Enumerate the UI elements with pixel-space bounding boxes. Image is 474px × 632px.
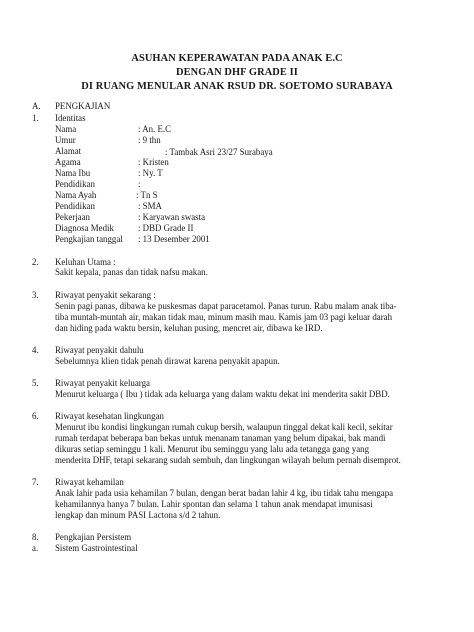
field-value: : DBD Grade II — [138, 223, 194, 233]
section-number: 5. — [32, 378, 39, 388]
field-label: Pendidikan — [55, 179, 95, 189]
section-title: Pengkajian Persistem — [55, 532, 132, 542]
field-label: Alamat — [55, 146, 82, 156]
field-label: Pendidikan — [55, 201, 95, 211]
field-label: Nama Ayah — [55, 190, 97, 200]
section-number: 2. — [32, 257, 39, 267]
identitas-number: 1. — [32, 113, 39, 123]
field-label: Pengkajian tanggal — [55, 234, 123, 244]
field-value: : 13 Desember 2001 — [138, 234, 210, 244]
section-line: dan hiding pada waktu bersin, keluhan pusing, mencret air, dibawa ke IRD. — [55, 323, 323, 333]
field-value: : An. E.C — [138, 124, 172, 134]
identitas-title: Identitas — [55, 113, 86, 123]
field-value: : SMA — [138, 201, 162, 211]
section-line: Menurut keluarga ( Ibu ) tidak ada keluarga yang dalam waktu dekat ini menderita sakit DBD. — [55, 389, 390, 399]
field-label: Agama — [55, 157, 81, 167]
field-value: : Ny. T — [138, 168, 163, 178]
section-line: Senin pagi panas, dibawa ke puskesmas dapat paracetamol. Panas turun. Rabu malam anak tiba- — [55, 301, 397, 311]
section-line: rumah terdapat beberapa ban bekas untuk menanam tanaman yang belum dipakai, bak mandi — [55, 433, 386, 443]
field-value: : — [138, 179, 141, 189]
field-label: Nama — [55, 124, 77, 134]
section-number: 4. — [32, 345, 39, 355]
section-line: Sebelumnya klien tidak penah dirawat karena penyakit apapun. — [55, 356, 280, 366]
field-value: : Kristen — [138, 157, 169, 167]
field-value: : 9 thn — [138, 135, 161, 145]
section-title: Keluhan Utama : — [55, 257, 116, 267]
field-label: Pekerjaan — [55, 212, 90, 222]
subsection-letter: a. — [32, 543, 39, 553]
section-a-letter: A. — [32, 101, 41, 111]
section-title: Riwayat kehamilan — [55, 477, 124, 487]
section-a-title: PENGKAJIAN — [55, 101, 111, 111]
section-line: Sakit kepala, panas dan tidak nafsu makan. — [55, 267, 208, 277]
field-label: Nama Ibu — [55, 168, 91, 178]
section-number: 6. — [32, 411, 39, 421]
section-line: Anak lahir pada usia kehamilan 7 bulan, dengan berat badan lahir 4 kg, ibu tidak tahu mengapa — [55, 488, 394, 498]
section-line: tiba muntah-muntah air, makan tidak mau, minum masih mau. Kamis jam 03 pagi keluar darah — [55, 312, 393, 322]
section-number: 3. — [32, 290, 39, 300]
field-label: Umur — [55, 135, 76, 145]
section-number: 7. — [32, 477, 39, 487]
field-value: : Karyawan swasta — [138, 212, 206, 222]
doc-title-line-2: DENGAN DHF GRADE II — [176, 67, 298, 78]
doc-title-line-3: DI RUANG MENULAR ANAK RSUD DR. SOETOMO SURABAYA — [81, 81, 393, 92]
section-line: kehamilannya hanya 7 bulan. Lahir spontan dan selama 1 tahun anak mendapat imunisasi — [55, 499, 373, 509]
field-value: : Tambak Asri 23/27 Surabaya — [165, 147, 273, 157]
subsection-title: Sistem Gastrointestinal — [55, 543, 138, 553]
section-title: Riwayat kesehatan lingkungan — [55, 411, 164, 421]
field-label: Diagnosa Medik — [55, 223, 114, 233]
section-line: Menurut ibu kondisi lingkungan rumah cukup bersih, walaupun tinggal dekat kali kecil, sekitar — [55, 422, 393, 432]
section-title: Riwayat penyakit sekarang : — [55, 290, 156, 300]
section-line: dikuras setiap seminggu 1 kali. Menurut ibu seminggu yang lalu ada tetangga gang yang — [55, 444, 370, 454]
doc-title-line-1: ASUHAN KEPERAWATAN PADA ANAK E.C — [131, 53, 343, 64]
section-line: lengkap dan minum PASI Lactona s/d 2 tahun. — [55, 510, 221, 520]
field-value: : Tn S — [136, 190, 158, 200]
section-line: menderita DHF, tetapi sekarang sudah sembuh, dan lingkungan wilayah belum pernah disemprot. — [55, 455, 401, 465]
section-number: 8. — [32, 532, 39, 542]
section-title: Riwayat penyakit dahulu — [55, 345, 144, 355]
section-title: Riwayat penyakit keluarga — [55, 378, 150, 388]
